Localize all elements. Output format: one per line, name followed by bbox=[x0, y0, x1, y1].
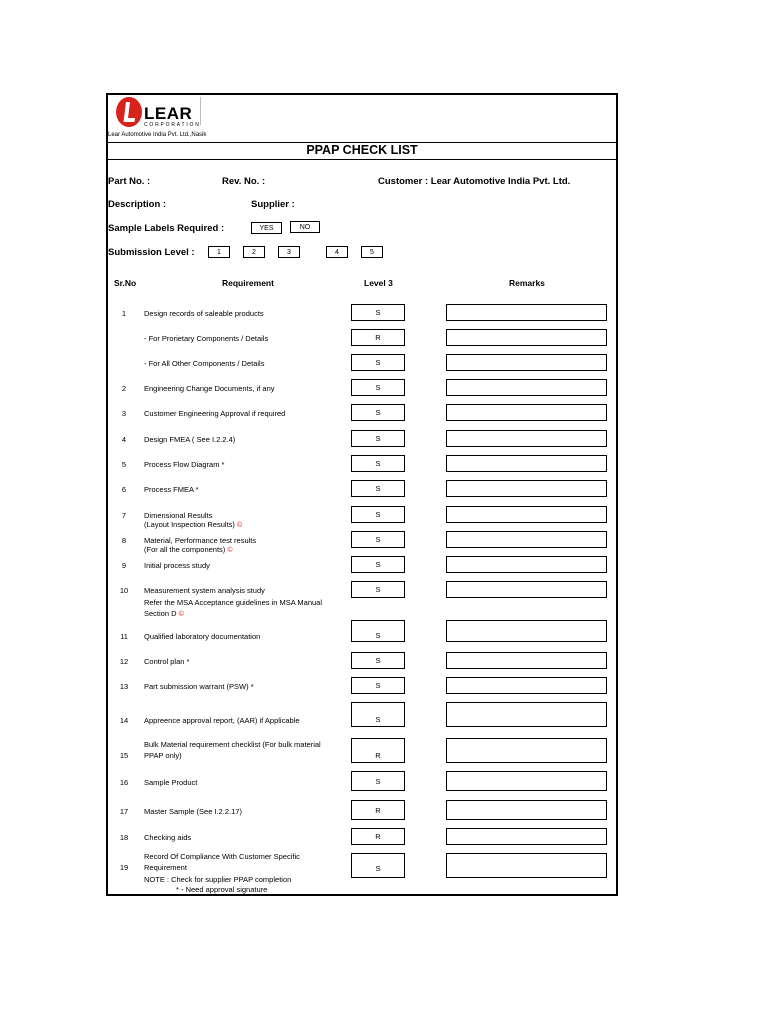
row-requirement: Sample Product bbox=[144, 778, 198, 787]
row-requirement: Record Of Compliance With Customer Specific bbox=[144, 852, 300, 861]
row-requirement: Qualified laboratory documentation bbox=[144, 632, 261, 641]
row-sr: 18 bbox=[119, 833, 129, 842]
row-remarks-box[interactable] bbox=[446, 531, 607, 548]
row-level-box[interactable]: S bbox=[351, 404, 405, 421]
customer-label: Customer : Lear Automotive India Pvt. Ltd. bbox=[378, 176, 571, 187]
row-sr: 2 bbox=[121, 384, 127, 393]
row-level-box[interactable]: S bbox=[351, 677, 405, 694]
row-sr: 9 bbox=[121, 561, 127, 570]
row-requirement-line2: (For all the components) © bbox=[144, 545, 233, 554]
row-requirement: Control plan * bbox=[144, 657, 190, 666]
level-box-1[interactable]: 1 bbox=[208, 246, 230, 258]
row-sr: 12 bbox=[119, 657, 129, 666]
row-level-box[interactable]: S bbox=[351, 771, 405, 791]
row-remarks-box[interactable] bbox=[446, 455, 607, 472]
row-sr: 7 bbox=[121, 511, 127, 520]
row-requirement-line2: Requirement bbox=[144, 863, 187, 872]
level-box-5[interactable]: 5 bbox=[361, 246, 383, 258]
row-requirement: - For Prorietary Components / Details bbox=[144, 334, 269, 343]
row-level-box[interactable]: R bbox=[351, 738, 405, 763]
row-level-box[interactable]: S bbox=[351, 430, 405, 447]
col-level3: Level 3 bbox=[364, 278, 393, 288]
row-sr: 19 bbox=[119, 863, 129, 872]
row-requirement: Design FMEA ( See I.2.2.4) bbox=[144, 435, 236, 444]
row-remarks-box[interactable] bbox=[446, 702, 607, 727]
description-label: Description : bbox=[108, 199, 167, 210]
part-no-label: Part No. : bbox=[108, 176, 151, 187]
row-requirement: Initial process study bbox=[144, 561, 210, 570]
page-title: PPAP CHECK LIST bbox=[306, 143, 418, 157]
row-requirement: - For All Other Components / Details bbox=[144, 359, 265, 368]
row-sr: 5 bbox=[121, 460, 127, 469]
row-remarks-box[interactable] bbox=[446, 304, 607, 321]
row-requirement-line3: Section D © bbox=[144, 609, 184, 618]
row-level-box[interactable]: S bbox=[351, 620, 405, 642]
row-sr: 4 bbox=[121, 435, 127, 444]
row-sr: 6 bbox=[121, 485, 127, 494]
row-remarks-box[interactable] bbox=[446, 379, 607, 396]
row-requirement: Design records of saleable products bbox=[144, 309, 264, 318]
row-requirement: Material, Performance test results bbox=[144, 536, 257, 545]
row-remarks-box[interactable] bbox=[446, 480, 607, 497]
level-box-3[interactable]: 3 bbox=[278, 246, 300, 258]
row-remarks-box[interactable] bbox=[446, 556, 607, 573]
row-level-box[interactable]: S bbox=[351, 480, 405, 497]
row-level-box[interactable]: S bbox=[351, 304, 405, 321]
row-requirement: Process Flow Diagram * bbox=[144, 460, 225, 469]
logo-word: LEAR bbox=[144, 104, 193, 123]
col-srno: Sr.No bbox=[114, 278, 137, 288]
row-requirement: Appreence approval report, (AAR) if Applicable bbox=[144, 716, 300, 725]
row-sr: 14 bbox=[119, 716, 129, 725]
note-line-1: NOTE : Check for supplier PPAP completion bbox=[144, 875, 292, 884]
logo-sub: CORPORATION bbox=[144, 122, 201, 128]
rev-no-label: Rev. No. : bbox=[222, 176, 266, 187]
logo-divider bbox=[200, 97, 201, 125]
row-level-box[interactable]: S bbox=[351, 652, 405, 669]
company-line: Lear Automotive India Pvt. Ltd.,Nasik bbox=[108, 132, 207, 138]
row-sr: 3 bbox=[121, 409, 127, 418]
row-level-box[interactable]: S bbox=[351, 853, 405, 878]
row-level-box[interactable]: S bbox=[351, 581, 405, 598]
note-line-2: * - Need approval signature bbox=[176, 885, 268, 894]
row-remarks-box[interactable] bbox=[446, 828, 607, 845]
row-sr: 17 bbox=[119, 807, 129, 816]
level-box-4[interactable]: 4 bbox=[326, 246, 348, 258]
yes-box[interactable]: YES bbox=[251, 222, 282, 234]
row-requirement-line2: (Layout Inspection Results) © bbox=[144, 520, 243, 529]
row-remarks-box[interactable] bbox=[446, 853, 607, 878]
row-level-box[interactable]: S bbox=[351, 531, 405, 548]
row-requirement: Customer Engineering Approval if required bbox=[144, 409, 286, 418]
title-divider bbox=[106, 159, 618, 160]
row-sr: 10 bbox=[119, 586, 129, 595]
row-requirement-line2: Refer the MSA Acceptance guidelines in MSA Manual bbox=[144, 598, 323, 607]
row-level-box[interactable]: R bbox=[351, 800, 405, 820]
row-level-box[interactable]: R bbox=[351, 329, 405, 346]
row-sr: 1 bbox=[121, 309, 127, 318]
row-remarks-box[interactable] bbox=[446, 404, 607, 421]
col-remarks: Remarks bbox=[509, 278, 545, 288]
row-requirement: Master Sample (See I.2.2.17) bbox=[144, 807, 242, 816]
c-mark-icon: © bbox=[236, 522, 243, 529]
row-remarks-box[interactable] bbox=[446, 329, 607, 346]
supplier-label: Supplier : bbox=[251, 199, 295, 210]
row-requirement: Engineering Change Documents, if any bbox=[144, 384, 275, 393]
row-sr: 11 bbox=[120, 632, 128, 641]
row-remarks-box[interactable] bbox=[446, 354, 607, 371]
row-sr: 8 bbox=[121, 536, 127, 545]
row-sr: 16 bbox=[119, 778, 129, 787]
row-remarks-box[interactable] bbox=[446, 506, 607, 523]
row-requirement: Bulk Material requirement checklist (For bulk material bbox=[144, 740, 321, 749]
submission-level-label: Submission Level : bbox=[108, 247, 195, 258]
row-sr: 15 bbox=[119, 751, 129, 760]
row-level-box[interactable]: S bbox=[351, 506, 405, 523]
lear-logo-icon bbox=[115, 96, 143, 128]
row-remarks-box[interactable] bbox=[446, 652, 607, 669]
c-mark-icon: © bbox=[227, 547, 233, 554]
c-mark-icon: © bbox=[178, 611, 184, 618]
level-box-2[interactable]: 2 bbox=[243, 246, 265, 258]
row-level-box[interactable]: S bbox=[351, 379, 405, 396]
row-level-box[interactable]: R bbox=[351, 828, 405, 845]
row-sr: 13 bbox=[119, 682, 129, 691]
no-box[interactable]: NO bbox=[290, 221, 320, 233]
row-remarks-box[interactable] bbox=[446, 677, 607, 694]
row-requirement: Dimensional Results bbox=[144, 511, 213, 520]
row-remarks-box[interactable] bbox=[446, 620, 607, 642]
row-level-box[interactable]: S bbox=[351, 702, 405, 727]
row-level-box[interactable]: S bbox=[351, 354, 405, 371]
sample-labels-label: Sample Labels Required : bbox=[108, 223, 225, 234]
row-remarks-box[interactable] bbox=[446, 738, 607, 763]
row-level-box[interactable]: S bbox=[351, 455, 405, 472]
col-requirement: Requirement bbox=[222, 278, 274, 288]
row-requirement: Process FMEA * bbox=[144, 485, 199, 494]
row-remarks-box[interactable] bbox=[446, 771, 607, 791]
row-requirement-line2: PPAP only) bbox=[144, 751, 182, 760]
row-remarks-box[interactable] bbox=[446, 581, 607, 598]
row-remarks-box[interactable] bbox=[446, 800, 607, 820]
row-requirement: Part submission warrant (PSW) * bbox=[144, 682, 254, 691]
row-requirement: Checking aids bbox=[144, 833, 192, 842]
row-remarks-box[interactable] bbox=[446, 430, 607, 447]
row-level-box[interactable]: S bbox=[351, 556, 405, 573]
row-requirement: Measurement system analysis study bbox=[144, 586, 265, 595]
